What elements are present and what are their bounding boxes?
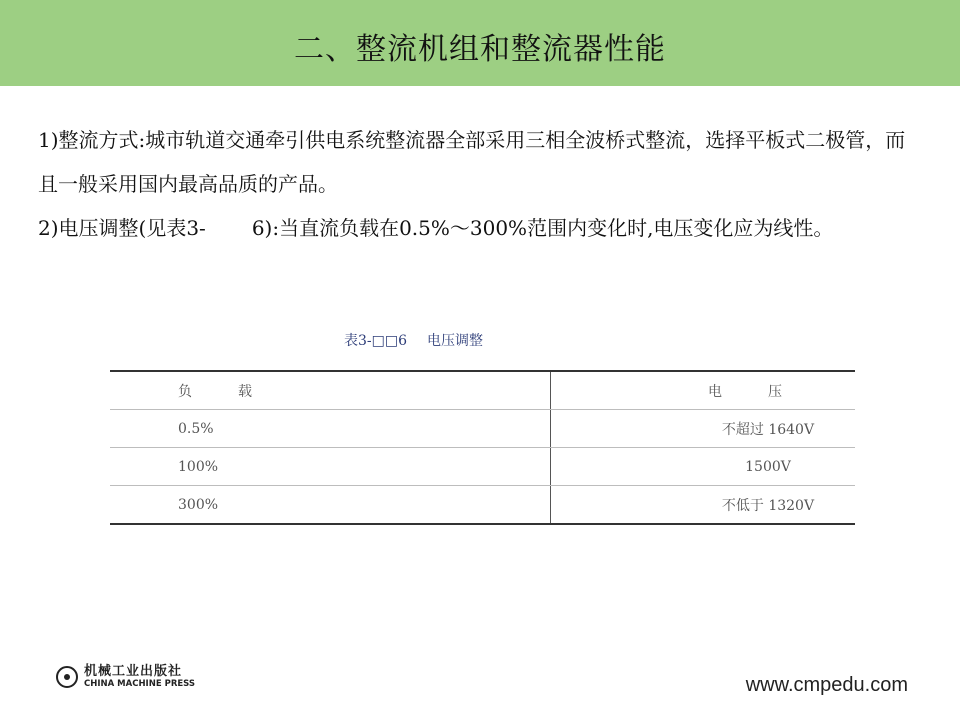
publisher-emblem-icon [56,666,78,688]
cell-voltage: 不低于 1320V [551,486,856,525]
paragraph-voltage-regulation-part2: 6):当直流负载在0.5%～300%范围内变化时,电压变化应为线性。 [251,216,834,240]
paragraph-voltage-regulation [38,206,918,250]
table-caption-title: 电压调整 [427,333,483,349]
cell-voltage: 1500V [551,448,856,486]
header-voltage: 电压 [551,371,856,410]
table-row [110,448,855,486]
cell-voltage: 不超过 1640V [551,410,856,448]
table-caption-number: 表3-□□6 [344,333,407,349]
publisher-name-en: CHINA MACHINE PRESS [84,679,196,690]
cell-load: 100% [110,448,551,486]
slide-title: 二、整流机组和整流器性能 [294,32,666,67]
paragraph-voltage-regulation-part1: 2)电压调整(见表3- [38,216,206,240]
cell-load: 300% [110,486,551,525]
voltage-regulation-table [110,370,855,525]
paragraph-rectifier-mode: 1)整流方式:城市轨道交通牵引供电系统整流器全部采用三相全波桥式整流，选择平板式二极管，而且一般采用国内最高品质的产品。 [38,128,906,196]
website-url: www.cmpedu.com [745,674,908,696]
table-row [110,486,855,525]
publisher-logo [56,664,195,690]
cell-load: 0.5% [110,410,551,448]
publisher-name-cn: 机械工业出版社 [84,664,183,680]
table-header-row [110,371,855,410]
table-row [110,410,855,448]
table-caption [344,330,483,350]
header-load: 负载 [110,371,551,410]
